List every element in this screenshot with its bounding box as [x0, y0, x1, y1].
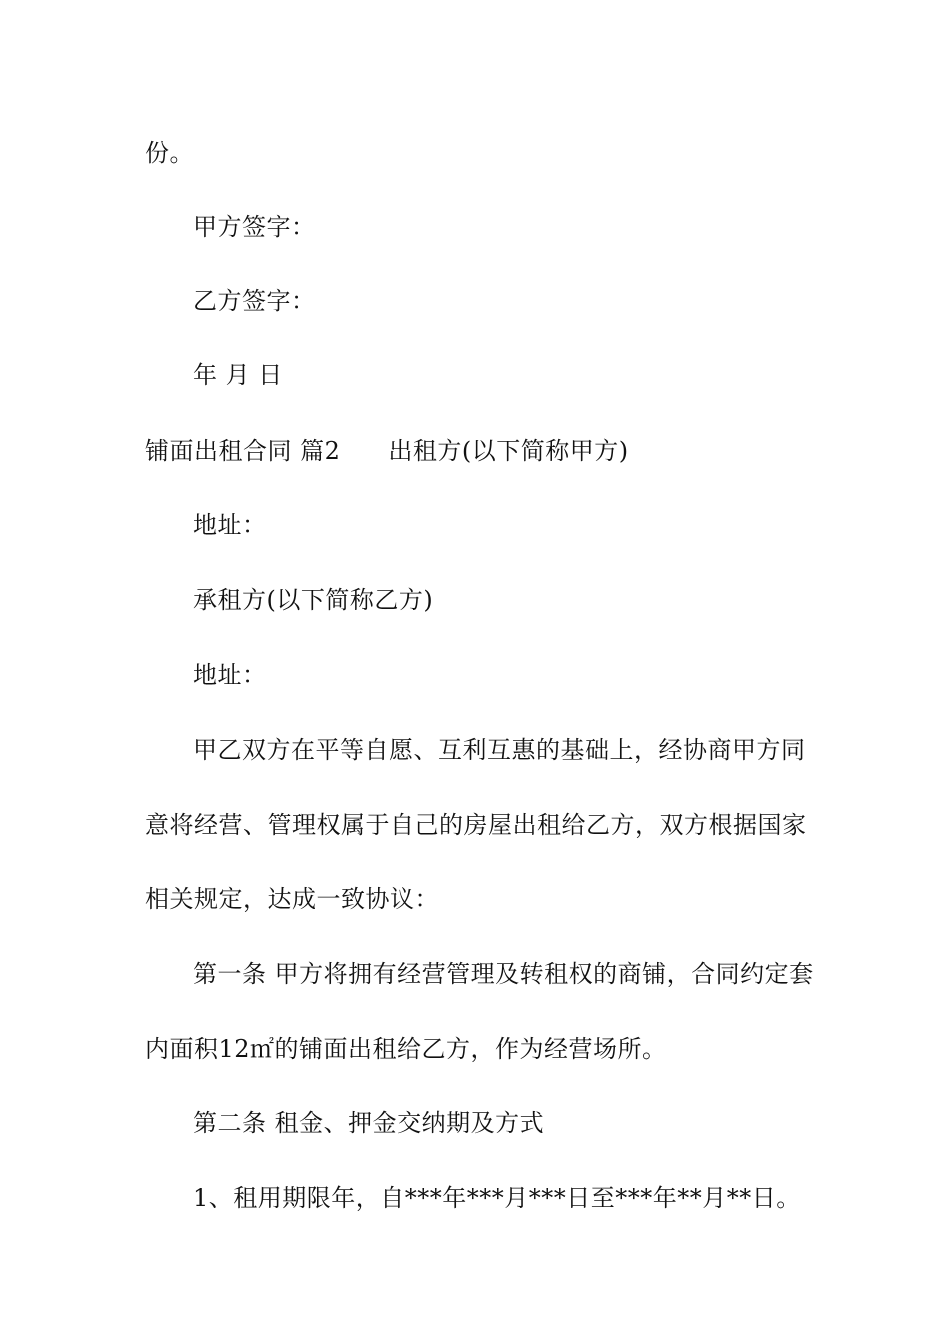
party-a-signature-label: 甲方签字：	[193, 213, 316, 241]
lessee-address-label: 地址：	[193, 661, 267, 689]
party-b-signature-label: 乙方签字：	[193, 287, 316, 315]
article-two-item-1: 1、租用期限年，自***年***月***日至***年**月**日。	[193, 1184, 801, 1212]
section-heading: 铺面出租合同 篇2	[145, 437, 341, 465]
lessor-label: 出租方(以下简称甲方)	[388, 437, 629, 465]
article-one-line-2: 内面积12㎡的铺面出租给乙方，作为经营场所。	[145, 1035, 667, 1063]
article-one-line-1: 第一条 甲方将拥有经营管理及转租权的商铺，合同约定套	[193, 960, 814, 988]
lessee-label: 承租方(以下简称乙方)	[193, 586, 434, 614]
paragraph-line-3: 相关规定，达成一致协议：	[145, 885, 439, 913]
paragraph-line-2: 意将经营、管理权属于自己的房屋出租给乙方，双方根据国家	[145, 811, 807, 839]
text-line-1: 份。	[145, 139, 194, 167]
section-heading-line	[145, 436, 629, 466]
paragraph-line-1: 甲乙双方在平等自愿、互利互惠的基础上，经协商甲方同	[193, 736, 806, 764]
article-two-heading: 第二条 租金、押金交纳期及方式	[193, 1109, 545, 1137]
date-line: 年 月 日	[193, 361, 283, 389]
lessor-address-label: 地址：	[193, 511, 267, 539]
